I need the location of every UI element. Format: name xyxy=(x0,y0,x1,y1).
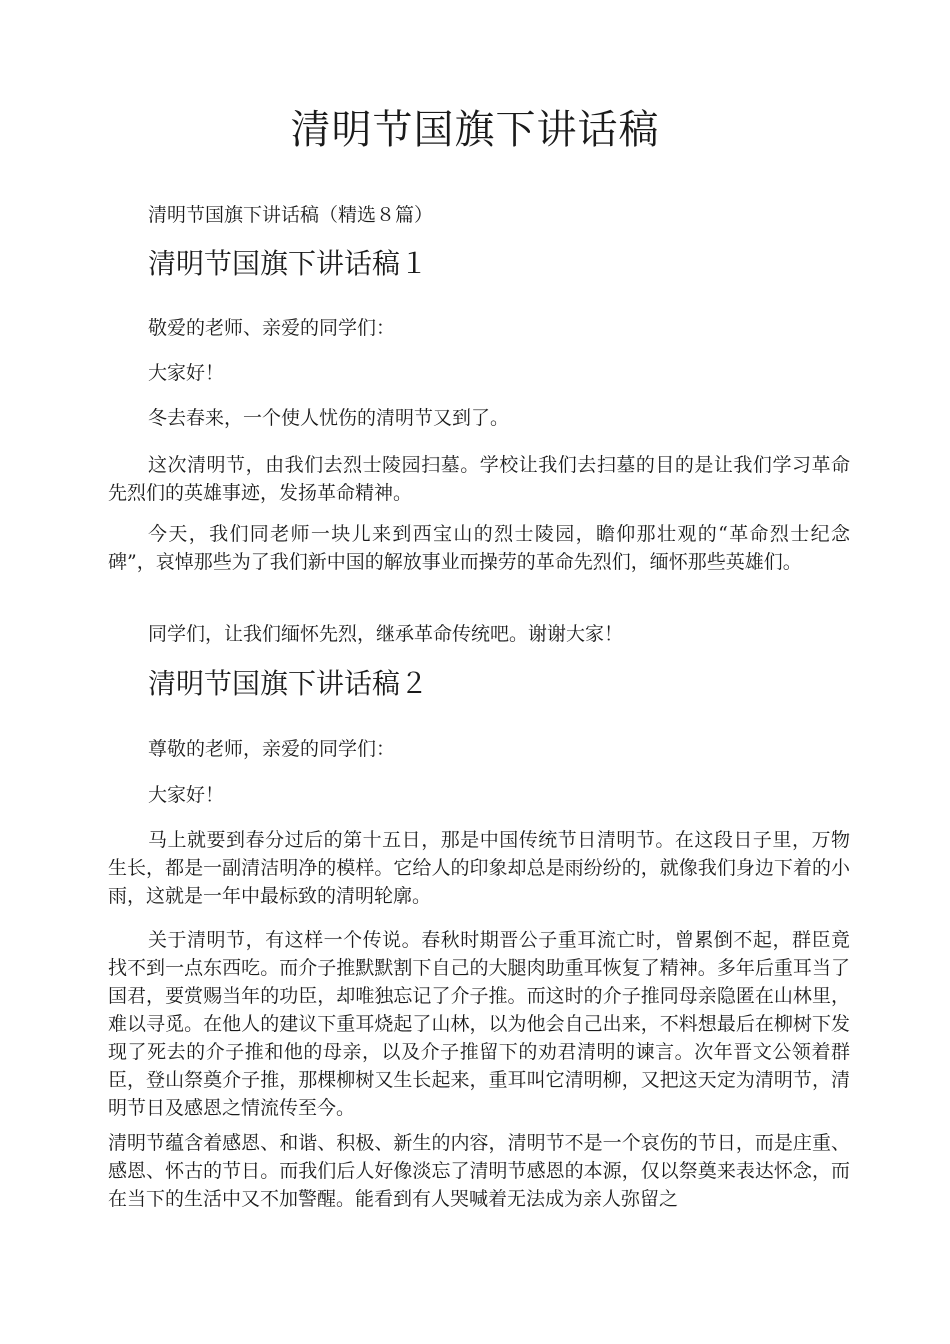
paragraph-hello: 大家好！ xyxy=(148,784,225,806)
section-heading-1: 清明节国旗下讲话稿１ xyxy=(148,247,429,280)
paragraph: 今天，我们同老师一块儿来到西宝山的烈士陵园，瞻仰那壮观的“革命烈士纪念碑”，哀悼那些为了我们新中国的解放事业而操劳的革命先烈们，缅怀那些英雄们。 xyxy=(108,523,850,573)
section-heading-2: 清明节国旗下讲话稿２ xyxy=(148,667,429,700)
paragraph-greeting: 敬爱的老师、亲爱的同学们： xyxy=(148,317,396,339)
document-title: 清明节国旗下讲话稿 xyxy=(290,107,660,153)
paragraph: 马上就要到春分过后的第十五日，那是中国传统节日清明节。在这段日子里，万物生长，都是一副清洁明净的模样。它给人的印象却总是雨纷纷的，就像我们身边下着的小雨，这就是一年中最标致的清明轮廓。 xyxy=(108,829,850,907)
paragraph: 冬去春来，一个使人忧伤的清明节又到了。 xyxy=(148,407,510,429)
paragraph: 清明节蕴含着感恩、和谐、积极、新生的内容，清明节不是一个哀伤的节日，而是庄重、感恩、怀古的节日。而我们后人好像淡忘了清明节感恩的本源，仅以祭奠来表达怀念，而在当下的生活中又不加警醒。能看到有人哭喊着无法成为亲人弥留之 xyxy=(108,1132,850,1210)
paragraph-greeting: 尊敬的老师，亲爱的同学们： xyxy=(148,738,396,760)
document-subtitle: 清明节国旗下讲话稿（精选８篇） xyxy=(148,204,434,226)
paragraph: 这次清明节，由我们去烈士陵园扫墓。学校让我们去扫墓的目的是让我们学习革命先烈们的英雄事迹，发扬革命精神。 xyxy=(108,454,850,504)
paragraph: 关于清明节，有这样一个传说。春秋时期晋公子重耳流亡时，曾累倒不起，群臣竟找不到一点东西吃。而介子推默默割下自己的大腿肉助重耳恢复了精神。多年后重耳当了国君，要赏赐当年的功臣，却唯独忘记了介子推。而这时的介子推同母亲隐匿在山林里，难以寻觅。在他人的建议下重耳烧起了山林，以为他会自己出来，不料想最后在柳树下发现了死去的介子推和他的母亲，以及介子推留下的劝君清明的谏言。次年晋文公领着群臣，登山祭奠介子推，那棵柳树又生长起来，重耳叫它清明柳，又把这天定为清明节，清明节日及感恩之情流传至今。 xyxy=(108,929,850,1119)
paragraph-hello: 大家好！ xyxy=(148,362,225,384)
paragraph: 同学们，让我们缅怀先烈，继承革命传统吧。谢谢大家！ xyxy=(148,623,624,645)
